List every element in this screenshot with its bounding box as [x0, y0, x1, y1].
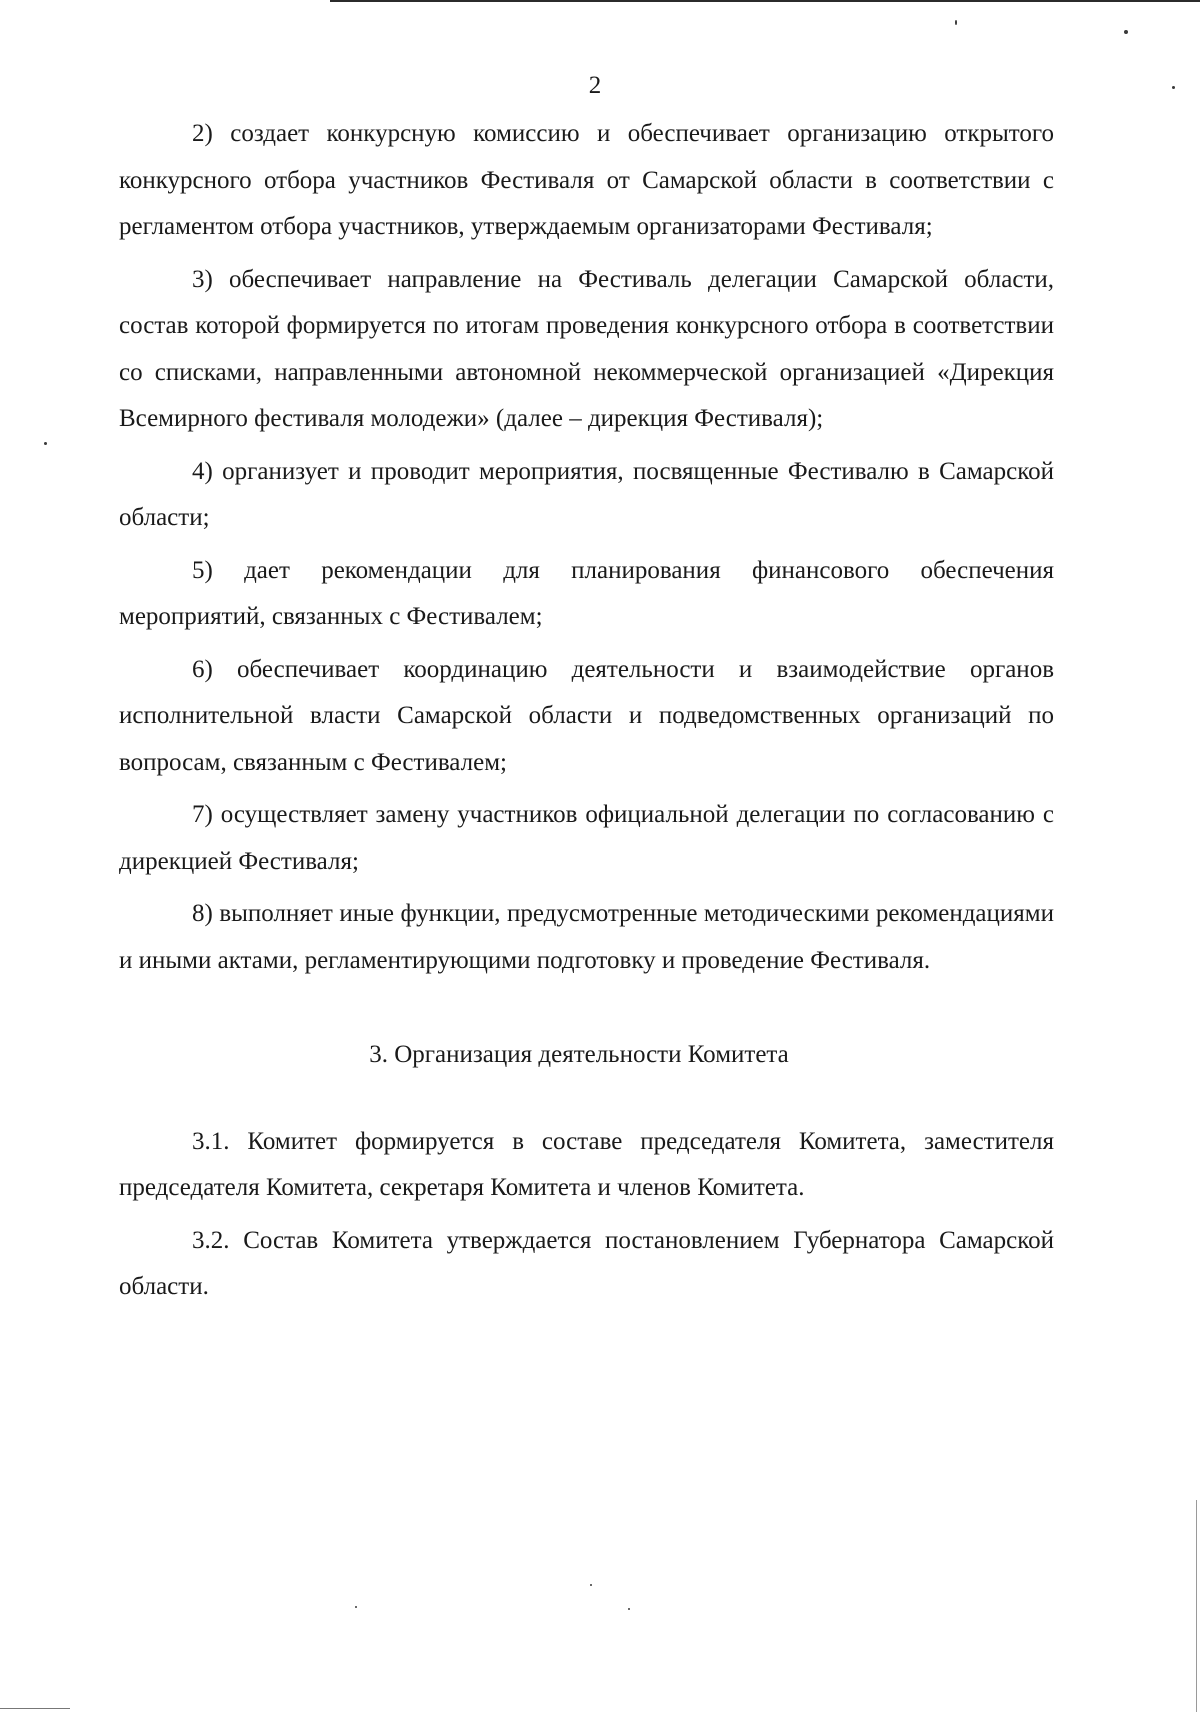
- clause-3-2: 3.2. Состав Комитета утверждается постановлением Губернатора Самарской области.: [119, 1226, 1054, 1300]
- list-item-2: 2) создает конкурсную комиссию и обеспечивает организацию открытого конкурсного отбора участников Фестиваля от Самарской области в соответствии с регламентом отбора участников, утверждаемым организаторами Фестиваля;: [119, 120, 1054, 240]
- scan-speck: [955, 20, 957, 25]
- list-item-6: 6) обеспечивает координацию деятельности и взаимодействие органов исполнительной власти Самарской области и подведомственных организаций по вопросам, связанным с Фестивалем;: [119, 655, 1054, 776]
- list-item-8: 8) выполняет иные функции, предусмотренные методическими рекомендациями и иными актами, регламентирующими подготовку и проведение Фестиваля.: [119, 900, 1054, 974]
- document-body: [119, 111, 1054, 1317]
- scan-speck: [44, 442, 47, 445]
- scan-speck: [628, 1608, 630, 1610]
- list-item-5: 5) дает рекомендации для планирования финансового обеспечения мероприятий, связанных с Фестивалем;: [119, 556, 1054, 630]
- section-heading: 3. Организация деятельности Комитета: [369, 1041, 789, 1068]
- list-item-3: 3) обеспечивает направление на Фестиваль делегации Самарской области, состав которой формируется по итогам проведения конкурсного отбора в соответствии со списками, направленными автономной некоммерческой организацией «Дирекция Всемирного фестиваля молодежи» (далее – дирекция Фестиваля);: [119, 265, 1054, 432]
- page-number: 2: [588, 72, 602, 99]
- list-item-4: 4) организует и проводит мероприятия, посвященные Фестивалю в Самарской области;: [119, 457, 1054, 531]
- scan-top-line: [330, 0, 1200, 2]
- clause-3-1: 3.1. Комитет формируется в составе председателя Комитета, заместителя председателя Комитета, секретаря Комитета и членов Комитета.: [119, 1127, 1054, 1201]
- scan-speck: [1124, 30, 1128, 34]
- scan-right-edge-line: [1196, 1500, 1197, 1712]
- list-item-7: 7) осуществляет замену участников официальной делегации по согласованию с дирекцией Фестиваля;: [119, 801, 1054, 875]
- scan-bottom-left-line: [0, 1708, 70, 1709]
- scan-speck: [590, 1584, 592, 1586]
- scan-speck: [355, 1606, 357, 1608]
